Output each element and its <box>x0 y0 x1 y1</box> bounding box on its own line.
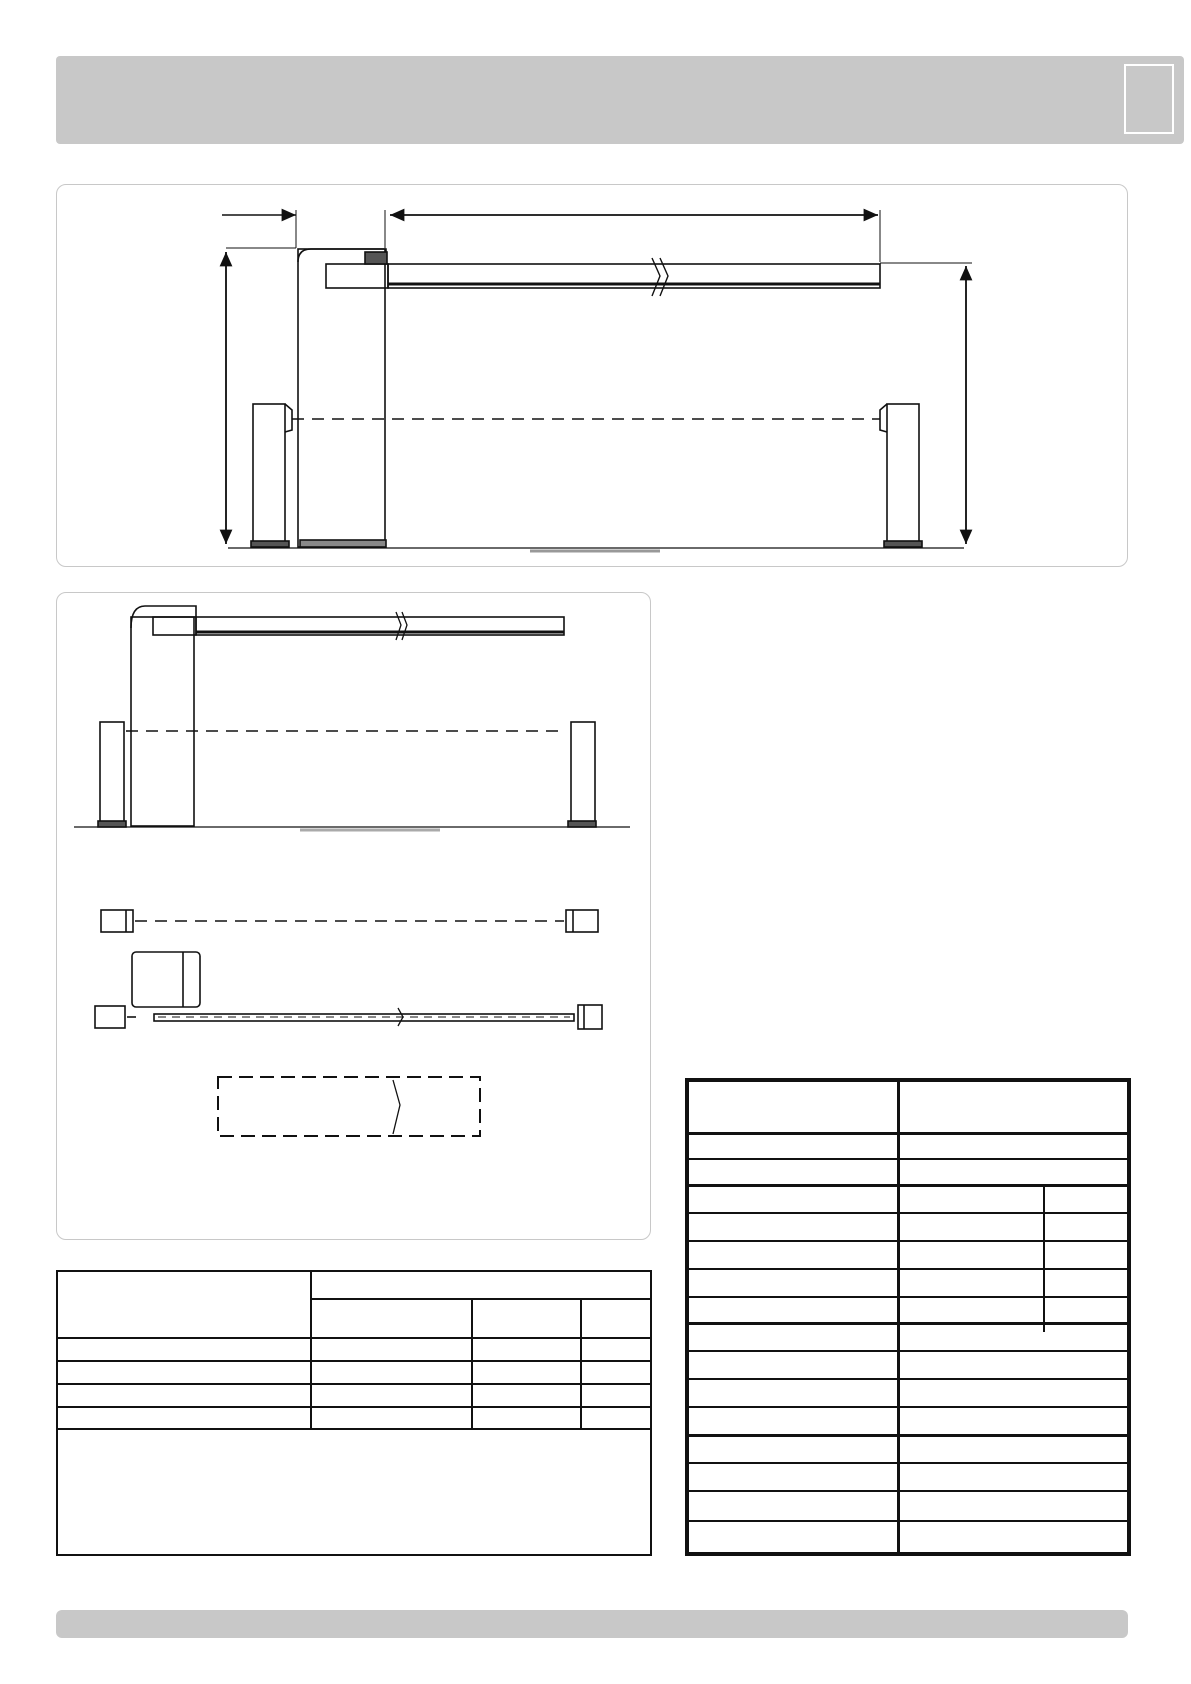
table-right <box>685 1078 1131 1556</box>
footer-bar <box>56 1610 1128 1638</box>
table-left <box>56 1270 652 1556</box>
